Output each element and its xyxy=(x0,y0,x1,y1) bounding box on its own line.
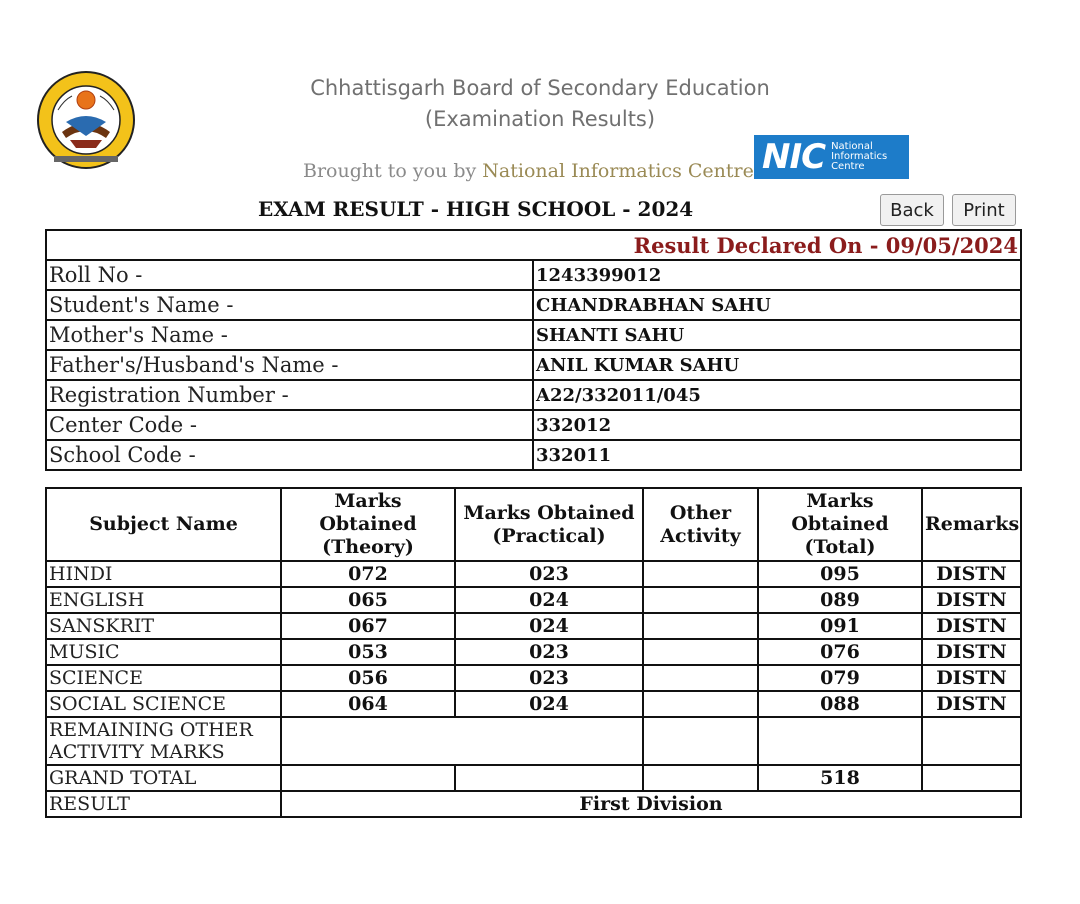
subject-name: SANSKRIT xyxy=(46,613,281,639)
detail-label: Mother's Name - xyxy=(46,320,533,350)
detail-value: 332012 xyxy=(533,410,1021,440)
remaining-activity-label: REMAINING OTHER ACTIVITY MARKS xyxy=(46,717,281,765)
result-label: RESULT xyxy=(46,791,281,817)
nic-link[interactable]: National Informatics Centre xyxy=(482,160,754,182)
remaining-activity-other xyxy=(643,717,758,765)
nic-caption-line-3: Centre xyxy=(831,161,865,172)
grand-total-label: GRAND TOTAL xyxy=(46,765,281,791)
detail-value: A22/332011/045 xyxy=(533,380,1021,410)
practical-marks: 023 xyxy=(455,639,643,665)
remaining-activity-row xyxy=(46,717,1021,765)
detail-value: 332011 xyxy=(533,440,1021,470)
total-marks: 088 xyxy=(758,691,922,717)
marks-table xyxy=(45,487,1022,818)
result-row xyxy=(46,791,1021,817)
theory-marks: 065 xyxy=(281,587,455,613)
practical-marks: 024 xyxy=(455,587,643,613)
col-header-subject: Subject Name xyxy=(46,488,281,561)
detail-row-center-code xyxy=(46,410,1021,440)
other-activity-marks xyxy=(643,665,758,691)
practical-marks: 024 xyxy=(455,691,643,717)
detail-label: Student's Name - xyxy=(46,290,533,320)
theory-marks: 056 xyxy=(281,665,455,691)
remarks: DISTN xyxy=(922,561,1021,587)
remarks: DISTN xyxy=(922,665,1021,691)
table-row xyxy=(46,691,1021,717)
remaining-activity-remarks xyxy=(922,717,1021,765)
total-marks: 079 xyxy=(758,665,922,691)
remarks: DISTN xyxy=(922,587,1021,613)
remaining-activity-total xyxy=(758,717,922,765)
result-value: First Division xyxy=(281,791,1021,817)
nic-logo xyxy=(754,135,909,179)
remaining-activity-cell xyxy=(281,717,643,765)
remarks: DISTN xyxy=(922,691,1021,717)
theory-marks: 072 xyxy=(281,561,455,587)
practical-marks: 024 xyxy=(455,613,643,639)
detail-row-roll-no xyxy=(46,260,1021,290)
other-activity-marks xyxy=(643,639,758,665)
result-declared-date: Result Declared On - 09/05/2024 xyxy=(46,230,1021,260)
results-subtitle: (Examination Results) xyxy=(424,107,656,131)
detail-value: CHANDRABHAN SAHU xyxy=(533,290,1021,320)
col-header-remarks: Remarks xyxy=(922,488,1021,561)
detail-row-student-name xyxy=(46,290,1021,320)
detail-value: ANIL KUMAR SAHU xyxy=(533,350,1021,380)
brought-by-text xyxy=(303,160,754,182)
nic-caption-line-2: Informatics xyxy=(831,151,888,162)
nic-logo-caption xyxy=(825,142,887,172)
total-marks: 095 xyxy=(758,561,922,587)
detail-row-registration-number xyxy=(46,380,1021,410)
student-details-table xyxy=(45,229,1022,471)
total-marks: 091 xyxy=(758,613,922,639)
subject-name: SOCIAL SCIENCE xyxy=(46,691,281,717)
col-header-practical: Marks Obtained (Practical) xyxy=(455,488,643,561)
practical-marks: 023 xyxy=(455,665,643,691)
detail-label: Father's/Husband's Name - xyxy=(46,350,533,380)
grand-total-value: 518 xyxy=(758,765,922,791)
theory-marks: 064 xyxy=(281,691,455,717)
back-button[interactable]: Back xyxy=(880,194,944,226)
detail-label: School Code - xyxy=(46,440,533,470)
detail-label: Registration Number - xyxy=(46,380,533,410)
detail-row-school-code xyxy=(46,440,1021,470)
table-row xyxy=(46,665,1021,691)
practical-marks: 023 xyxy=(455,561,643,587)
total-marks: 089 xyxy=(758,587,922,613)
theory-marks: 053 xyxy=(281,639,455,665)
remarks: DISTN xyxy=(922,639,1021,665)
other-activity-marks xyxy=(643,561,758,587)
grand-total-theory xyxy=(281,765,455,791)
exam-result-title: EXAM RESULT - HIGH SCHOOL - 2024 xyxy=(258,197,694,221)
detail-value: 1243399012 xyxy=(533,260,1021,290)
other-activity-marks xyxy=(643,587,758,613)
other-activity-marks xyxy=(643,613,758,639)
board-emblem-logo xyxy=(36,70,136,170)
detail-row-father-name xyxy=(46,350,1021,380)
subject-name: SCIENCE xyxy=(46,665,281,691)
grand-total-row xyxy=(46,765,1021,791)
print-button[interactable]: Print xyxy=(952,194,1016,226)
subject-name: ENGLISH xyxy=(46,587,281,613)
col-header-total: Marks Obtained (Total) xyxy=(758,488,922,561)
detail-label: Center Code - xyxy=(46,410,533,440)
theory-marks: 067 xyxy=(281,613,455,639)
nic-logo-text: NIC xyxy=(762,137,826,177)
declared-row xyxy=(46,230,1021,260)
remarks: DISTN xyxy=(922,613,1021,639)
grand-total-practical xyxy=(455,765,643,791)
total-marks: 076 xyxy=(758,639,922,665)
detail-label: Roll No - xyxy=(46,260,533,290)
grand-total-other xyxy=(643,765,758,791)
board-name: Chhattisgarh Board of Secondary Education xyxy=(310,76,770,100)
col-header-other-activity: Other Activity xyxy=(643,488,758,561)
table-row xyxy=(46,613,1021,639)
grand-total-remarks xyxy=(922,765,1021,791)
marks-header-row xyxy=(46,488,1021,561)
table-row xyxy=(46,639,1021,665)
subject-name: HINDI xyxy=(46,561,281,587)
nic-caption-line-1: National xyxy=(831,141,873,152)
detail-value: SHANTI SAHU xyxy=(533,320,1021,350)
other-activity-marks xyxy=(643,691,758,717)
brought-prefix: Brought to you by xyxy=(303,160,483,182)
subject-name: MUSIC xyxy=(46,639,281,665)
table-row xyxy=(46,587,1021,613)
col-header-theory: Marks Obtained (Theory) xyxy=(281,488,455,561)
detail-row-mother-name xyxy=(46,320,1021,350)
table-row xyxy=(46,561,1021,587)
